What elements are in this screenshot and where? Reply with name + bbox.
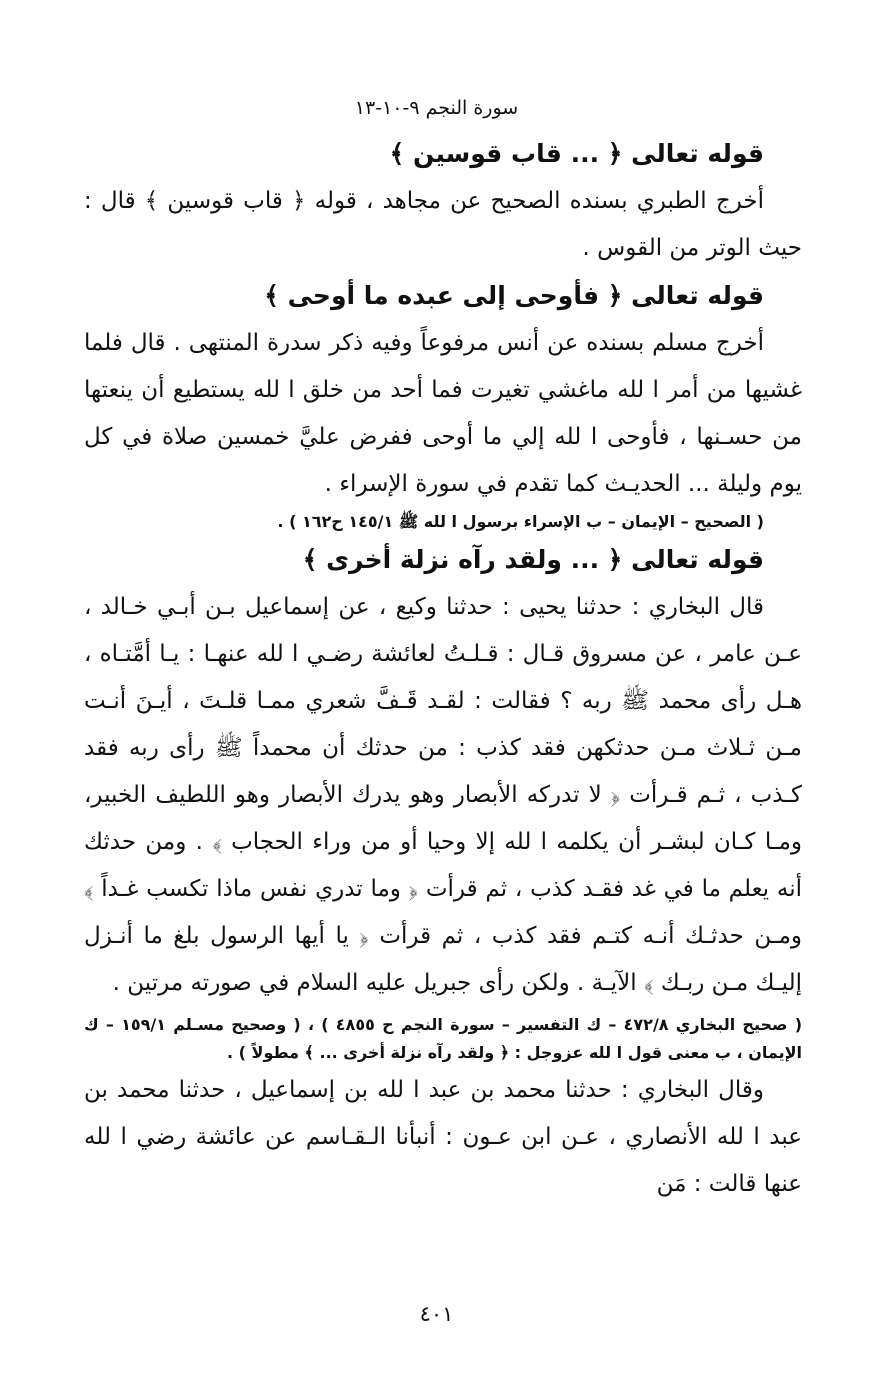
body-paragraph: أخرج مسلم بسنده عن أنس مرفوعاً وفيه ذكر سدرة المنتهى . قال فلما غشيها من أمر ا لله ماغشي تغيرت فما أحد من خلق ا لله يستطيع أن ينعتها من حسـنها ، فأوحى ا لله إلي ما أوحى ففرض عليَّ خمسين صلاة في كل يوم وليلة ... الحديـث كما تقدم في سورة الإسراء . bbox=[84, 330, 802, 497]
page-body bbox=[84, 130, 802, 1208]
verse-heading: قوله تعالى ﴿ ... ولقد رآه نزلة أخرى ﴾ bbox=[302, 545, 764, 574]
verse-heading: قوله تعالى ﴿ فأوحى إلى عبده ما أوحى ﴾ bbox=[264, 281, 764, 310]
running-header: سورة النجم ٩-١٠-١٣ bbox=[354, 97, 519, 119]
source-reference: ( الصحيح – الإيمان – ب الإسراء برسول ا لله ﷺ ١٤٥/١ ح١٦٢ ) . bbox=[277, 512, 764, 531]
body-paragraph: وقال البخاري : حدثنا محمد بن عبد ا لله بن إسماعيل ، حدثنا محمد بن عبد ا لله الأنصاري ، عـن ابن عـون : أنبأنا الـقـاسم عن عائشة رضي ا لله عنها قالت : مَن bbox=[84, 1077, 802, 1197]
verse-heading: قوله تعالى ﴿ ... قاب قوسين ﴾ bbox=[389, 139, 764, 168]
body-paragraph: قال البخاري : حدثنا يحيى : حدثنا وكيع ، عن إسماعيل بـن أبـي خـالد ، عـن عامر ، عن مسروق قـال : قـلـتُ لعائشة رضـي ا لله عنهـا : يـا أمَّتـاه ، هـل رأى محمد ﷺ ربه ؟ فقالت : لقـد قَـفَّ شعري ممـا قلـتَ ، أيـنَ أنـت مـن ثـلاث مـن حدثكهن فقد كذب : من حدثك أن محمداً ﷺ رأى ربه فقد كـذب ، ثـم قـرأت ﴿ لا تدركه الأبصار وهو يدرك الأبصار وهو اللطيف الخبير، ومـا كـان لبشـر أن يكلمه ا لله إلا وحيا أو من وراء الحجاب ﴾ . ومن حدثك أنه يعلم ما في غد فقـد كذب ، ثم قرأت ﴿ وما تدري نفس ماذا تكسب غـداً ﴾ ومـن حدثـك أنـه كتـم فقد كذب ، ثم قرأت ﴿ يا أيها الرسول بلغ ما أنـزل إليـك مـن ربـك ﴾ الآيـة . ولكن رأى جبريل عليه السلام في صورته مرتين . bbox=[84, 594, 802, 996]
source-reference: ( صحيح البخاري ٤٧٢/٨ – ك التفسير – سورة النجم ح ٤٨٥٥ ) ، ( وصحيح مسـلم ١٥٩/١ – ك الإيمان ، ب معنى قول ا لله عزوجل : ﴿ ولقد رآه نزلة أخرى ... ﴾ مطولاً ) . bbox=[84, 1015, 803, 1062]
body-paragraph: أخرج الطبري بسنده الصحيح عن مجاهد ، قوله ﴿ قاب قوسين ﴾ قال : حيث الوتر من القوس . bbox=[84, 188, 802, 261]
page-number: ٤٠١ bbox=[419, 1302, 454, 1326]
